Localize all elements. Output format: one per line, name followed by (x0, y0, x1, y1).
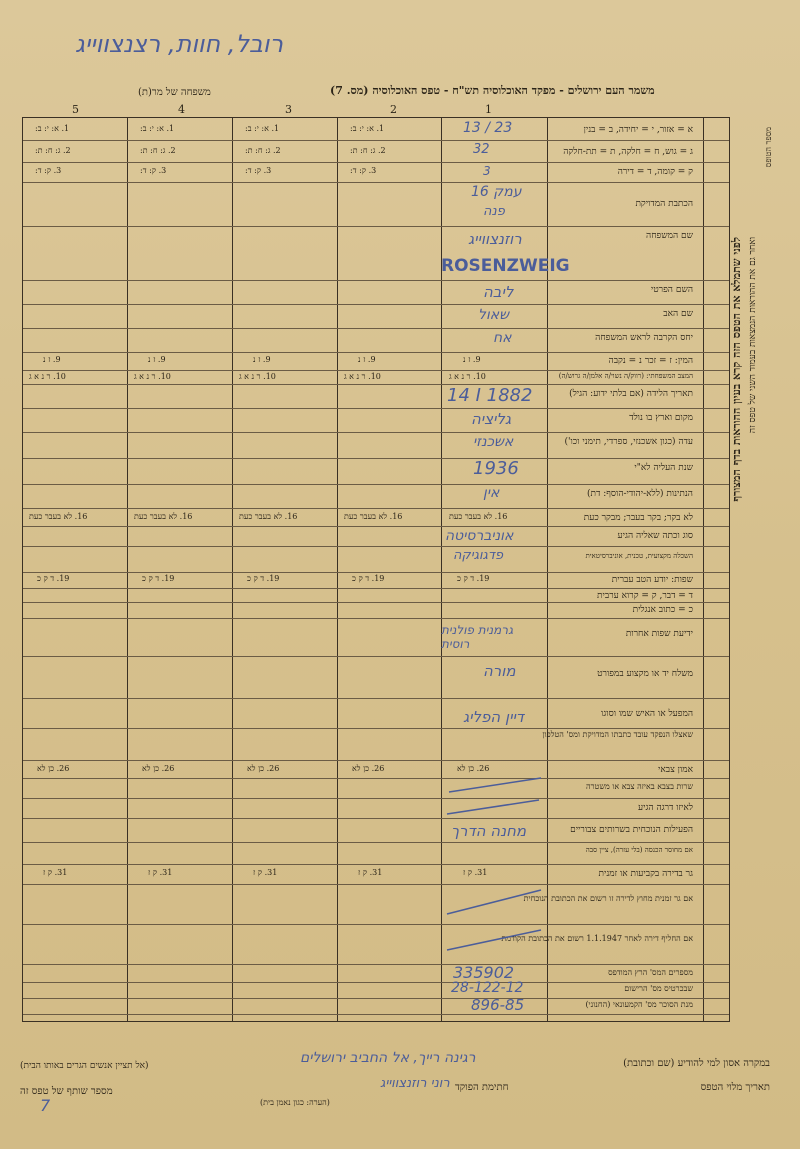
family-of-label: משפחה של מר(ת) (138, 87, 211, 98)
option-row19-col4: 19. ד ק כ (142, 574, 175, 583)
row-line (23, 484, 729, 485)
option-row26-col1: 26. כן לא (457, 764, 490, 773)
option-row9-col5: 9. ז נ (43, 355, 61, 364)
row-line (23, 818, 729, 819)
footer-emergency-note: (אל תציין אנשים הגרים באותו הבית) (20, 1061, 149, 1071)
hand-r2: 32 (473, 142, 490, 157)
option-row2-col5: 2. ג: ח: ת: (35, 146, 71, 155)
column-number-3: 3 (285, 103, 292, 116)
hand-r29: מחנה הדרך (451, 822, 527, 840)
row-label-16: לא בקר; בקר בעבר; מבקר כעת (583, 513, 693, 523)
footer-addr-note: (הערה: כגון נאמן בית) (260, 1098, 330, 1107)
column-divider (337, 118, 338, 1021)
option-row9-col2: 9. ז נ (358, 355, 376, 364)
side-text-inner: ואחר גם את ההוראות הנמצאות בעמוד השני של טפס זה (748, 237, 758, 434)
row-line (23, 508, 729, 509)
option-row26-col3: 26. כן לא (247, 764, 280, 773)
option-row19-col1: 19. ד ק כ (457, 574, 490, 583)
row-label-4: הכתבת המדויקת (635, 199, 693, 209)
row-line (23, 304, 729, 305)
hand-r13: אשכנזי (473, 434, 514, 450)
row-label-26: אמון צבאי (657, 765, 693, 775)
option-row10-col1: 10. ר נ א ג (449, 372, 486, 381)
row-label-2: ג = גוש, ח = חלקה, ת = תת-חלקה (563, 147, 693, 157)
row-label-5: שם המשפחה (646, 231, 693, 241)
hand-r17: אוניברסיטה (445, 528, 514, 544)
row-line (23, 588, 729, 589)
row-line (23, 572, 729, 573)
option-row2-col4: 2. ג: ח: ת: (140, 146, 176, 155)
option-row3-col5: 3. ק: ד: (35, 166, 62, 175)
row-label-7: שם האב (663, 309, 693, 319)
row-line (23, 998, 729, 999)
row-line (23, 924, 729, 925)
row-label-10: המצב המשפחתי: (רווק/ה נשוי/ה אלמן/ה גרוש/ה) (558, 372, 693, 380)
row-label-24: המפעל או האיש שמו וסוגו (601, 709, 693, 719)
row-line (23, 884, 729, 885)
option-row10-col4: 10. ר נ א ג (134, 372, 171, 381)
form-title: משמר העם ירושלים - מפקד האוכלוסיה תש"ח - טפס האוכלוסיה (מס. 7) (330, 84, 655, 97)
row-label-21: כ = כתוב אנגלית (632, 605, 693, 615)
option-row10-col5: 10. ר נ א ג (29, 372, 66, 381)
option-row2-col2: 2. ג: ח: ת: (350, 146, 386, 155)
option-row26-col4: 26. כן לא (142, 764, 175, 773)
row-label-8: יחס הקרבה לראש המשפחה (595, 333, 693, 343)
row-line (23, 698, 729, 699)
row-label-32: אם גר זמנית מחוץ לדירה זו רשום את הכתובת הנוכחית (523, 894, 693, 903)
row-label-18: השכלה מקצועית, טכנית, אוניברסיטאית (585, 552, 693, 560)
row-label-3: ק = קומה, ד = דירה (617, 167, 693, 177)
hand-r35: 28-122-12 (451, 980, 524, 996)
hand-r34: 335902 (453, 963, 515, 982)
row-label-19: שפות: יודע הטב עברית (611, 575, 693, 585)
row-line (23, 458, 729, 459)
row-label-27: שרות בצבא באיזה צבא או משטרה (586, 782, 693, 791)
option-row3-col4: 3. ק: ד: (140, 166, 167, 175)
hand-r8: אח (493, 330, 512, 346)
row-line (23, 982, 729, 983)
footer-sign-label: חתימת הפוקד (455, 1082, 509, 1093)
row-line (23, 618, 729, 619)
column-number-1: 1 (485, 103, 492, 116)
hand-r15: אין (483, 485, 500, 501)
option-row31-col3: 31. ק ז (253, 868, 278, 877)
row-line (23, 162, 729, 163)
column-number-2: 2 (390, 103, 397, 116)
option-row16-col5: 16. לא בעבר כעת (29, 512, 88, 521)
row-label-20: ד = דבר, ק = קרוא ערבית (597, 591, 693, 601)
row-line (23, 760, 729, 761)
option-row9-col4: 9. ז נ (148, 355, 166, 364)
option-row9-col3: 9. ז נ (253, 355, 271, 364)
footer-emergency-hand: רגינה רייך, אל החביב ירושלים (300, 1050, 476, 1066)
hand-r36: 896-85 (471, 996, 525, 1014)
row-line (23, 352, 729, 353)
row-line (23, 182, 729, 183)
side-note: מספר הטופס (764, 127, 773, 168)
hand-r11: 14 I 1882 (447, 385, 533, 406)
row-label-13: עדה (כגון אשכנזי, ספרדי, תימני וכו') (564, 437, 693, 447)
row-label-14: שנת העליה לא"י (634, 463, 693, 473)
option-row31-col5: 31. ק ז (43, 868, 68, 877)
row-label-34: מספרים המס' הרץ המודפס (608, 968, 693, 977)
option-row31-col4: 31. ק ז (148, 868, 173, 877)
row-line (23, 656, 729, 657)
row-label-35: שבכרטיס מס' הרישום (624, 984, 693, 993)
row-line (23, 280, 729, 281)
row-line (23, 140, 729, 141)
footer-partner-label: מספר שותף של טפס זה (20, 1086, 113, 1097)
row-label-25: שאצלו הנפקד עובד כתבתו המדויקת ומס' הטלפון (542, 730, 693, 739)
row-label-6: השם הפרטי (650, 285, 693, 295)
option-row3-col3: 3. ק: ד: (245, 166, 272, 175)
option-row3-col2: 3. ק: ד: (350, 166, 377, 175)
row-line (23, 370, 729, 371)
column-divider (232, 118, 233, 1021)
hand-r23: מורה (483, 662, 516, 680)
column-number-4: 4 (178, 103, 185, 116)
row-label-33: אם החליף דירה לאחר 1.1.1947 רשום את הכתובת הקודמת (501, 934, 693, 943)
hand-r3: 3 (483, 164, 491, 178)
row-label-23: משלח יד או מקצוע במפורט (597, 669, 693, 679)
column-divider (547, 118, 548, 1021)
hand-r6: ליבה (483, 283, 514, 301)
side-instructions (728, 117, 778, 1020)
row-label-15: הנתינות (ללא-יהודי-הוסף: דת) (587, 489, 693, 499)
row-label-29: הפעילות הנוכחית בשרותים צבוריים (570, 825, 693, 835)
option-row2-col3: 2. ג: ח: ת: (245, 146, 281, 155)
row-line (23, 384, 729, 385)
row-label-36: מנת הסוכר מס' הקמעונאי (החנוני) (585, 1000, 693, 1009)
row-label-31: גר בדירה בקביעות או זמנית (598, 869, 693, 879)
option-row1-col2: 1. א: י: ב: (350, 124, 385, 133)
option-row26-col2: 26. כן לא (352, 764, 385, 773)
hand-r5-latin: ROSENZWEIG (441, 256, 570, 276)
hand-r4-line2: פנה (483, 204, 505, 219)
side-text-outer: לפני שתמלא את הטפס הזה קרא בעיון ההוראות בדף המצורף (730, 237, 743, 502)
footer-date-label: תאריך מלוי הטפס (700, 1082, 770, 1093)
row-line (23, 226, 729, 227)
option-row10-col3: 10. ר נ א ג (239, 372, 276, 381)
option-row31-col1: 31. ק ז (463, 868, 488, 877)
row-label-28: לאיזו דרגה הגיע (637, 803, 693, 813)
row-label-11: תאריך הלידה (אם בלתי ידוע: הגיל) (569, 389, 693, 399)
row-label-22: ידיעת שפות אחרות (625, 629, 693, 639)
option-row1-col4: 1. א: י: ב: (140, 124, 175, 133)
column-divider (703, 118, 704, 1021)
option-row16-col3: 16. לא בעבר כעת (239, 512, 298, 521)
row-line (23, 798, 729, 799)
row-line (23, 778, 729, 779)
row-label-12: מקום וארץ בו נולד (629, 413, 693, 423)
footer-number: 7 (40, 1096, 51, 1115)
row-line (23, 864, 729, 865)
option-row9-col1: 9. ז נ (463, 355, 481, 364)
row-line (23, 432, 729, 433)
option-row31-col2: 31. ק ז (358, 868, 383, 877)
row-line (23, 964, 729, 965)
option-row16-col2: 16. לא בעבר כעת (344, 512, 403, 521)
column-number-5: 5 (72, 103, 79, 116)
option-row19-col3: 19. ד ק כ (247, 574, 280, 583)
handwritten-top-names: רובל, חוות, רצנצווייג (75, 30, 283, 58)
row-label-9: המין: ז = זכר נ = נקבה (608, 356, 693, 366)
column-divider (127, 118, 128, 1021)
row-line (23, 546, 729, 547)
row-label-1: א = אזור, י = יחידה, ב = בנין (583, 125, 693, 135)
hand-r22: גרמנית פולנית רוסית (441, 623, 514, 651)
row-line (23, 408, 729, 409)
option-row16-col1: 16. לא בעבר כעת (449, 512, 508, 521)
row-line (23, 728, 729, 729)
row-line (23, 526, 729, 527)
row-line (23, 1014, 729, 1015)
hand-r4-line1: עמק 16 (471, 184, 522, 200)
hand-r5-hebrew: רוזנצווייג (468, 230, 522, 248)
option-row26-col5: 26. כן לא (37, 764, 70, 773)
footer-emergency-label: במקרה אסון למי להודיע (שם וכתובת) (623, 1058, 770, 1069)
hand-r14: 1936 (473, 458, 519, 479)
row-label-17: סוג וכתה שאליה הגיע (617, 531, 693, 541)
hand-r7: שאול (478, 307, 510, 323)
row-line (23, 328, 729, 329)
hand-r24: דיין הפליג (463, 708, 524, 726)
row-line (23, 602, 729, 603)
option-row19-col2: 19. ד ק כ (352, 574, 385, 583)
row-line (23, 842, 729, 843)
option-row10-col2: 10. ר נ א ג (344, 372, 381, 381)
option-row1-col5: 1. א: י: ב: (35, 124, 70, 133)
option-row1-col3: 1. א: י: ב: (245, 124, 280, 133)
option-row16-col4: 16. לא בעבר כעת (134, 512, 193, 521)
row-label-30: אם מחוסר הכנסה (בלי עזרה), ציין סבה (585, 846, 693, 854)
footer-sign-hand: רוני רוזנצווייג (380, 1076, 450, 1091)
form-grid (22, 117, 730, 1022)
option-row19-col5: 19. ד ק כ (37, 574, 70, 583)
handwritten-strikes (441, 764, 547, 994)
hand-r1: 13 / 23 (463, 120, 513, 136)
hand-r12: גליציה (471, 410, 512, 428)
hand-r18: פדגוגיקה (453, 548, 504, 563)
